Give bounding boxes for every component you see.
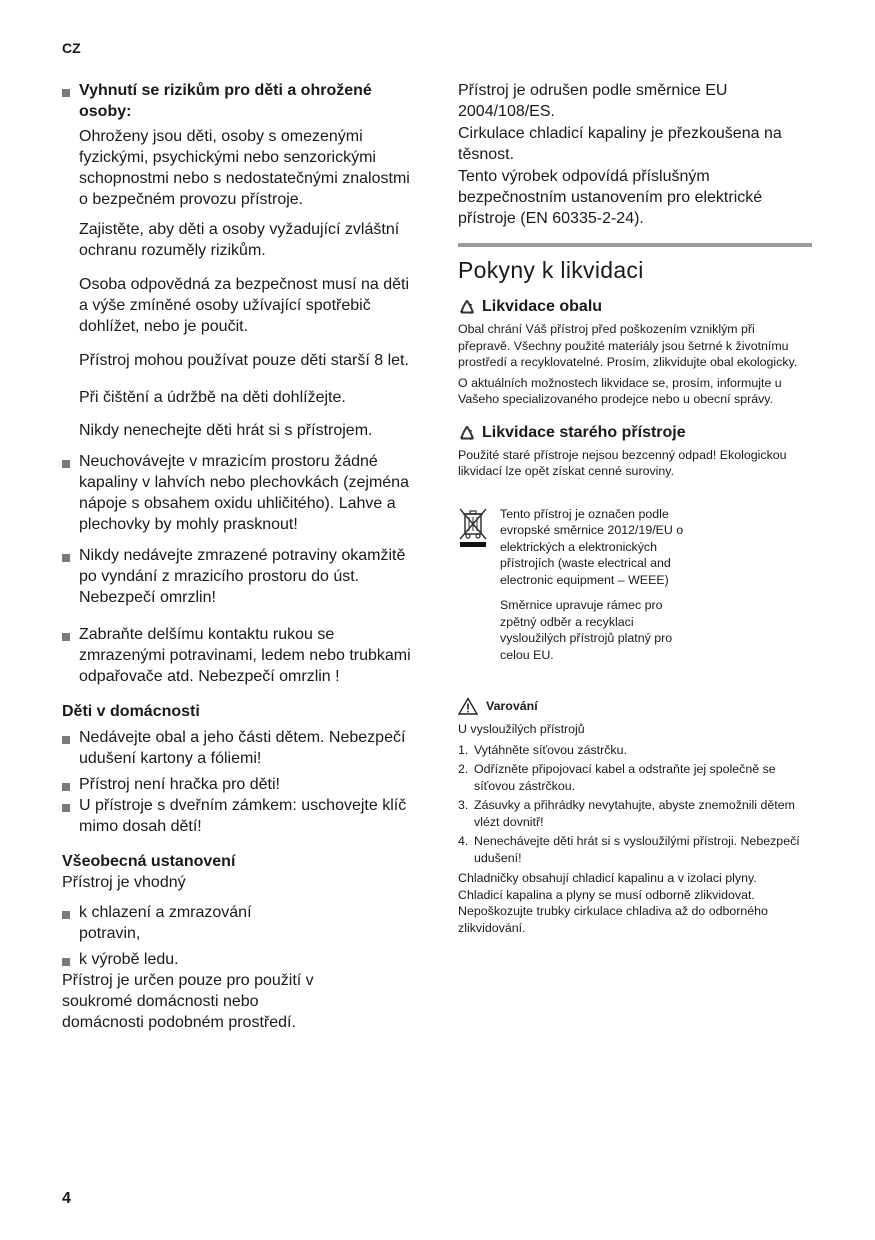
crossed-bin-icon bbox=[458, 506, 500, 664]
list-item bbox=[458, 742, 848, 759]
paragraph: Přístroj mohou používat pouze děti starší 8 let. bbox=[79, 352, 409, 369]
item-text: Vytáhněte síťovou zástrčku. bbox=[474, 742, 627, 757]
recycle-icon bbox=[458, 425, 476, 441]
warning-title: Varování bbox=[486, 699, 538, 713]
paragraph: Tento výrobek odpovídá příslušným bezpečnostním ustanovením pro elektrické přístroje (EN 60335-2-24). bbox=[458, 168, 763, 227]
bullet-liquids: Neuchovávejte v mrazicím prostoru žádné kapaliny v lahvích nebo plechovkách (zejména nápoje s obsahem oxidu uhličitého). Lahve a plechovky by mohly prasknout! bbox=[62, 451, 422, 535]
page-number: 4 bbox=[62, 1190, 71, 1207]
paragraph: Použité staré přístroje nejsou bezcenný odpad! Ekologickou likvidací lze opět získat cenné suroviny. bbox=[458, 447, 787, 478]
bullet-not-toy: Přístroj není hračka pro děti! bbox=[62, 774, 422, 795]
heading-text: Likvidace starého přístroje bbox=[482, 423, 686, 441]
language-code: CZ bbox=[62, 40, 81, 56]
paragraph: Přístroj je odrušen podle směrnice EU 2004/108/ES. bbox=[458, 82, 728, 120]
bullet-cooling: k chlazení a zmrazování potravin, bbox=[62, 902, 299, 944]
paragraph: Cirkulace chladicí kapaliny je přezkoušena na těsnost. bbox=[458, 125, 782, 163]
left-column bbox=[62, 80, 422, 1033]
paragraph: Zajistěte, aby děti a osoby vyžadující zvláštní ochranu rozuměly rizikům. bbox=[79, 221, 400, 259]
paragraph: Směrnice upravuje rámec pro zpětný odběr a recyklaci vysloužilých přístrojů platný pro celou EU. bbox=[500, 598, 673, 662]
paragraph: Chladničky obsahují chladicí kapalinu a v izolaci plyny. Chladicí kapalina a plyny se musí odborně zlikvidovat. Nepoškozujte trubky cirkulace chladiva až do odborného zlikvidování. bbox=[458, 871, 768, 935]
list-item bbox=[458, 797, 808, 830]
heading-children-household: Děti v domácnosti bbox=[62, 703, 200, 720]
item-text: Odřízněte připojovací kabel a odstraňte jej společně se síťovou zástrčkou. bbox=[474, 762, 776, 793]
paragraph: Přístroj je určen pouze pro použití v soukromé domácnosti nebo domácnosti podobném prostředí. bbox=[62, 972, 314, 1031]
paragraph: Přístroj je vhodný bbox=[62, 874, 186, 891]
right-column bbox=[458, 80, 848, 936]
section-title: Pokyny k likvidaci bbox=[458, 257, 644, 283]
weee-text bbox=[500, 506, 700, 664]
item-text: Zásuvky a přihrádky nevytahujte, abyste znemožnili dětem vlézt dovnitř! bbox=[474, 798, 795, 829]
paragraph: Nikdy nenechejte děti hrát si s přístrojem. bbox=[79, 422, 373, 439]
heading-packaging-disposal bbox=[458, 298, 848, 316]
bullet-ice: k výrobě ledu. bbox=[62, 949, 422, 970]
warning-triangle-icon bbox=[458, 697, 478, 715]
item-number: 3. bbox=[458, 798, 469, 812]
list-item bbox=[458, 761, 803, 794]
heading-old-appliance-disposal bbox=[458, 424, 848, 442]
divider bbox=[458, 243, 812, 247]
paragraph: Při čištění a údržbě na děti dohlížejte. bbox=[79, 389, 346, 406]
item-number: 1. bbox=[458, 742, 469, 757]
paragraph: U vysloužilých přístrojů bbox=[458, 722, 585, 736]
recycle-icon bbox=[458, 299, 476, 315]
heading-general: Všeobecná ustanovení bbox=[62, 853, 236, 870]
warning-list bbox=[458, 742, 848, 867]
item-number: 2. bbox=[458, 762, 469, 776]
list-item bbox=[458, 833, 848, 866]
paragraph: O aktuálních možnostech likvidace se, prosím, informujte u Vašeho specializovaného prodejce nebo u obecní správy. bbox=[458, 375, 782, 406]
item-number: 4. bbox=[458, 834, 469, 848]
heading-text: Likvidace obalu bbox=[482, 298, 603, 315]
item-text: Nenechávejte děti hrát si s vysloužilými přístroji. Nebezpečí udušení! bbox=[474, 834, 800, 865]
paragraph: Osoba odpovědná za bezpečnost musí na děti a výše zmíněné osoby užívající spotřebič dohlížet, nebo je poučit. bbox=[79, 276, 409, 335]
bullet-contact: Zabraňte delšímu kontaktu rukou se zmrazenými potravinami, ledem nebo trubkami odpařovače atd. Nebezpečí omrzlin ! bbox=[62, 624, 422, 687]
paragraph: Tento přístroj je označen podle evropské směrnice 2012/19/EU o elektrických a elektronických přístrojích (waste electrical and electronic equipment – WEEE) bbox=[500, 506, 684, 587]
bullet-title: Vyhnutí se rizikům pro děti a ohrožené osoby: bbox=[79, 82, 372, 120]
paragraph: Obal chrání Váš přístroj před poškozením vzniklým při přepravě. Všechny použité materiály jsou šetrné k životnímu prostředí a recyklovatelné. Prosím, zlikvidujte obal ekologicky. bbox=[458, 322, 798, 369]
paragraph: Ohroženy jsou děti, osoby s omezenými fyzickými, psychickými nebo senzorickými schopnostmi nebo s nedostatečnými znalostmi o bezpečném provozu přístroje. bbox=[79, 128, 410, 208]
warning-heading bbox=[458, 697, 848, 715]
weee-notice bbox=[458, 506, 848, 664]
bullet-door-lock: U přístroje s dveřním zámkem: uschovejte klíč mimo dosah dětí! bbox=[62, 795, 422, 837]
bullet-children-risk bbox=[62, 80, 422, 441]
bullet-packaging: Nedávejte obal a jeho části dětem. Nebezpečí udušení kartony a fóliemi! bbox=[62, 727, 422, 769]
bullet-frozen-food: Nikdy nedávejte zmrazené potraviny okamžitě po vyndání z mrazicího prostoru do úst. Nebezpečí omrzlin! bbox=[62, 545, 422, 608]
